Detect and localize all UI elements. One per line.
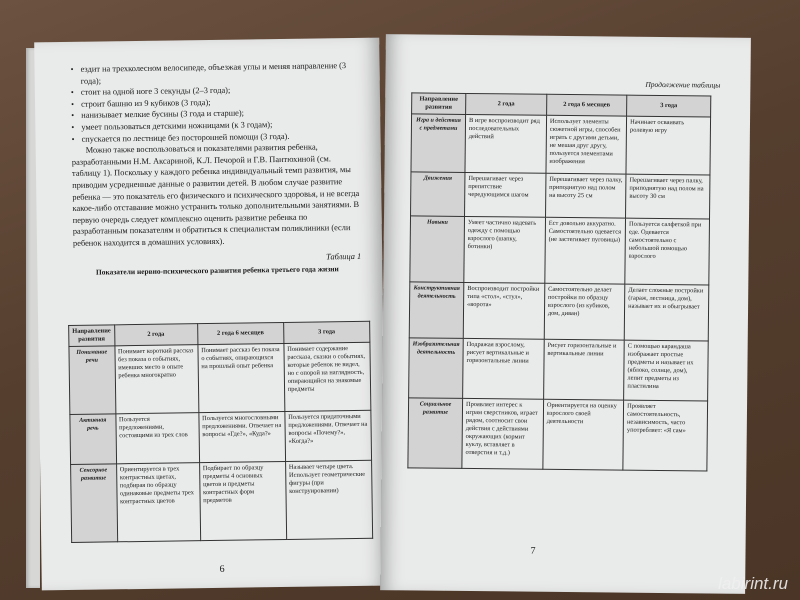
table-cell: В игре воспроизводит ряд последовательных действий (465, 114, 546, 173)
table-row (71, 460, 373, 542)
development-table-1 (68, 321, 373, 543)
table-cell: Пользуется предложениями, состоящими из трех слов (115, 413, 199, 464)
row-heading: Активная речь (70, 414, 116, 465)
table-row (408, 398, 708, 471)
header-3-years: 3 года (283, 321, 370, 343)
header-3-years: 3 года (627, 95, 711, 117)
row-heading: Навыки (410, 216, 465, 283)
watermark: labirint.ru (718, 574, 788, 593)
page-number: 7 (530, 545, 536, 557)
table-cell: Самостоятельно делает постройки по образцу взрослого (из кубиков, дом, диван) (544, 283, 625, 340)
list-item: • нанизывает мелкие бусины (3 года и старше); (71, 106, 359, 122)
table-cell: Проявляет самостоятельность, независимость, часто употребляет: «Я сам» (623, 400, 708, 471)
table-cell: Понимает содержание рассказа, сказки о событиях, которые ребенок не видел, но с опорой на наглядность, опирающийся на знакомые предметы (284, 342, 371, 411)
table-row (70, 410, 372, 464)
motor-skill-list (70, 60, 359, 145)
table-cell: Ориентируется в трех контрастных цветах, подбирая по образцу одинаковые предметы трех контрастных цветов (116, 463, 200, 542)
table-cell: Понимает короткий рассказ без показа о событиях, имевших место в опыте ребенка многократно (114, 345, 198, 414)
table-row (411, 114, 711, 175)
right-page (380, 34, 751, 594)
header-2-years: 2 года (466, 93, 547, 115)
table-row (409, 282, 709, 341)
table-cell: Перешагивает через препятствие чередующимся шагом (464, 172, 545, 217)
table-cell: С помощью карандаша изображает простые предметы и называет их (яблоко, солнце, дом), лепит предметы из пластилина (624, 340, 709, 401)
table-cell: Перешагивает через палку, приподнятую над полом на высоту 25 см (545, 173, 626, 218)
row-heading: Изобразительная деятельность (409, 338, 464, 399)
page-number: 6 (219, 563, 225, 575)
row-heading: Социальное развитие (408, 398, 463, 469)
table-cell: Начинает осваивать ролевую игру (626, 116, 710, 175)
left-page-text (70, 60, 361, 279)
continuation-label: Продолжение таблицы (645, 79, 721, 90)
table-label: Таблица 1 (325, 251, 362, 261)
header-direction: Направление развития (69, 325, 115, 347)
list-item: • спускается по лестнице без посторонней помощи (3 года). (71, 129, 359, 145)
body-paragraph: Можно также воспользоваться и показателями развития ребенка, разработанными Н.М. Аксариной, К.Л. Печорой и Г.В. Пантюхиной (см. таблицу 1). Поскольку у каждого ребенка индивидуальный темп развития, мы приводим усредненные данные о развитии детей. В любом случае развитие ребенка — это показатель его физического и психического здоровья, и не всегда какое-либо отставание можно устранить только дополнительными занятиями. В первую очередь следует комплексно оценить развитие ребенка по разработанным показателям и обратиться к специалистам поликлиники (если ребенок находится в домашних условиях). (71, 142, 360, 248)
table-cell: Подражая взрослому, рисует вертикальные и горизонтальные линии (463, 338, 545, 399)
table-cell: Называет четыре цвета. Использует геометрические фигуры (при конструировании) (285, 460, 372, 539)
header-2-years: 2 года (114, 324, 197, 346)
row-heading: Сенсорное развитие (71, 464, 118, 543)
table-row (411, 172, 710, 219)
table-cell: Воспроизводит постройки типа «стол», «стул», «ворота» (463, 282, 544, 339)
header-2-5-years: 2 года 6 месяцев (546, 94, 626, 116)
row-heading: Движения (411, 172, 465, 217)
table-cell: Понимает рассказ без показа о событиях, опирающихся на прошлый опыт ребенка (198, 343, 285, 412)
table-cell: Делает сложные постройки (гараж, лестница, дом), называет их и обыгрывает (624, 284, 708, 341)
list-item: • ездит на трехколесном велосипеде, объезжая углы и меняя направление (3 года); (70, 60, 358, 87)
table-cell: Проявляет интерес к играм сверстников, играет рядом, соотносит свои действия с действиями окружающих (кормит куклу, вставляет в отверстия и т.д.) (462, 398, 544, 469)
left-page (34, 38, 387, 591)
table-cell: Ест довольно аккуратно. Самостоятельно одевается (не застегивает пуговицы) (545, 217, 626, 284)
header-2-5-years: 2 года 6 месяцев (197, 322, 283, 344)
list-item: • строит башню из 9 кубиков (3 года); (71, 95, 359, 111)
table-cell: Пользуется салфеткой при еде. Одевается самостоятельно с небольшой помощью взрослого (625, 218, 710, 285)
row-heading: Понимание речи (69, 346, 115, 415)
table-cell: Перешагивает через палку, приподнятую над полом на высоту 30 см (626, 174, 710, 219)
table-row (409, 338, 709, 401)
list-item: • стоит на одной ноге 3 секунды (2–3 года); (71, 83, 359, 99)
header-direction: Направление развития (412, 93, 466, 115)
list-item: • умеет пользоваться детскими ножницами (к 3 годам); (71, 118, 359, 134)
table-cell: Рисует горизонтальные и вертикальные линии (543, 339, 624, 400)
table-cell: Подбирает по образцу предметы 4 основных цветов и предметы контрастных форм предметов (199, 461, 286, 540)
development-table-continued (407, 92, 711, 471)
table-row (410, 216, 710, 285)
table-cell: Пользуется придаточными предложениями. Отвечает на вопросы «Почему?», «Когда?» (285, 410, 372, 461)
table-cell: Пользуется многословными предложениями. Отвечает на вопросы «Где?», «Куда?» (199, 411, 286, 462)
table-cell: Ориентируется на оценку взрослого своей деятельности (543, 399, 624, 470)
row-heading: Конструктивная деятельность (409, 282, 464, 339)
table-cell: Умеет частично надевать одежду с помощью взрослого (шапку, ботинки) (464, 216, 546, 283)
row-heading: Игра и действия с предметами (411, 114, 466, 173)
table-row (69, 342, 371, 414)
table-title: Показатели нервно-психического развития ребенка третьего года жизни (95, 264, 339, 277)
table-cell: Использует элементы сюжетной игры, способен играть с другими детьми, не мешая друг другу, пользуется элементами изображения (546, 115, 627, 174)
